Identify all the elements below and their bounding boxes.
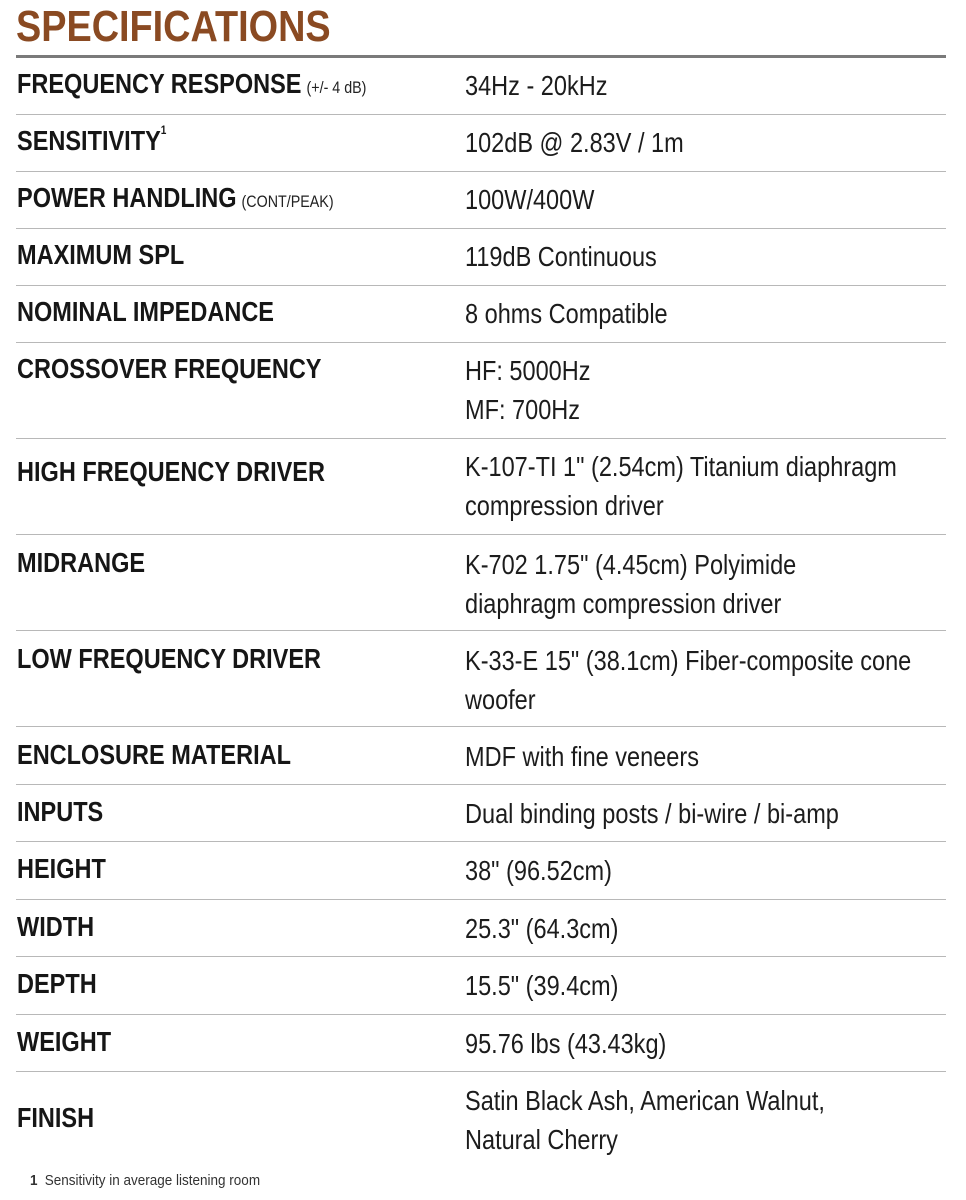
spec-value: Dual binding posts / bi-wire / bi-amp bbox=[465, 798, 839, 829]
spec-label-note: (+/- 4 dB) bbox=[306, 78, 367, 97]
spec-label: FINISH bbox=[17, 1102, 95, 1133]
spec-label: INPUTS bbox=[17, 796, 104, 827]
spec-row-weight bbox=[16, 1015, 946, 1072]
footnote-number: 1 bbox=[30, 1172, 38, 1189]
spec-label: NOMINAL IMPEDANCE bbox=[17, 296, 274, 327]
spec-value: 95.76 lbs (43.43kg) bbox=[465, 1028, 667, 1059]
footnote-marker: 1 bbox=[160, 123, 167, 137]
spec-row-midrange bbox=[16, 535, 946, 631]
spec-value: 100W/400W bbox=[465, 184, 595, 215]
spec-label-text: POWER HANDLING bbox=[17, 182, 237, 213]
spec-label: HEIGHT bbox=[17, 853, 106, 884]
spec-value bbox=[465, 351, 935, 429]
spec-value: 15.5" (39.4cm) bbox=[465, 970, 619, 1001]
spec-row-finish bbox=[16, 1072, 946, 1162]
spec-value bbox=[465, 447, 935, 525]
spec-value-line: woofer bbox=[465, 684, 536, 715]
spec-value: 8 ohms Compatible bbox=[465, 298, 668, 329]
spec-row-inputs bbox=[16, 785, 946, 842]
spec-row-crossover-frequency bbox=[16, 343, 946, 439]
spec-row-power-handling bbox=[16, 172, 946, 229]
spec-value bbox=[465, 1081, 935, 1159]
spec-value-line: HF: 5000Hz bbox=[465, 355, 591, 386]
spec-table bbox=[16, 58, 946, 1162]
spec-value: MDF with fine veneers bbox=[465, 741, 699, 772]
spec-row-width bbox=[16, 900, 946, 957]
spec-label: WIDTH bbox=[17, 911, 95, 942]
spec-row-high-frequency-driver bbox=[16, 439, 946, 535]
spec-value-line: K-107-TI 1" (2.54cm) Titanium diaphragm bbox=[465, 451, 897, 482]
spec-value-line: diaphragm compression driver bbox=[465, 588, 782, 619]
spec-label: DEPTH bbox=[17, 968, 97, 999]
spec-label-text: SENSITIVITY bbox=[17, 125, 161, 156]
spec-row-nominal-impedance bbox=[16, 286, 946, 343]
spec-row-frequency-response bbox=[16, 58, 946, 115]
spec-label bbox=[17, 125, 166, 157]
spec-row-height bbox=[16, 842, 946, 900]
spec-label: WEIGHT bbox=[17, 1026, 112, 1057]
spec-label bbox=[17, 182, 334, 214]
spec-value-line: Natural Cherry bbox=[465, 1124, 618, 1155]
spec-value: 25.3" (64.3cm) bbox=[465, 913, 619, 944]
spec-row-depth bbox=[16, 957, 946, 1015]
spec-label: HIGH FREQUENCY DRIVER bbox=[17, 456, 325, 487]
spec-label: MIDRANGE bbox=[17, 547, 146, 578]
footnote bbox=[30, 1172, 260, 1189]
spec-value: 34Hz - 20kHz bbox=[465, 70, 608, 101]
spec-row-sensitivity bbox=[16, 115, 946, 172]
spec-value-line: K-33-E 15" (38.1cm) Fiber-composite cone bbox=[465, 645, 912, 676]
spec-label: CROSSOVER FREQUENCY bbox=[17, 353, 322, 384]
spec-row-enclosure-material bbox=[16, 727, 946, 785]
spec-value-line: MF: 700Hz bbox=[465, 394, 581, 425]
spec-value-line: compression driver bbox=[465, 490, 664, 521]
spec-label-text: FREQUENCY RESPONSE bbox=[17, 68, 302, 99]
spec-value: 102dB @ 2.83V / 1m bbox=[465, 127, 684, 158]
spec-label: MAXIMUM SPL bbox=[17, 239, 185, 270]
spec-row-maximum-spl bbox=[16, 229, 946, 286]
spec-value: 119dB Continuous bbox=[465, 241, 657, 272]
footnote-text: Sensitivity in average listening room bbox=[44, 1172, 261, 1189]
spec-label: LOW FREQUENCY DRIVER bbox=[17, 643, 322, 674]
spec-value: 38" (96.52cm) bbox=[465, 855, 612, 886]
spec-label-note: (CONT/PEAK) bbox=[241, 192, 334, 211]
spec-value-line: K-702 1.75" (4.45cm) Polyimide bbox=[465, 549, 797, 580]
page-title: SPECIFICATIONS bbox=[16, 2, 331, 51]
spec-value-line: Satin Black Ash, American Walnut, bbox=[465, 1085, 825, 1116]
spec-label: ENCLOSURE MATERIAL bbox=[17, 739, 291, 770]
spec-label bbox=[17, 68, 366, 100]
spec-value bbox=[465, 545, 935, 623]
spec-row-low-frequency-driver bbox=[16, 631, 946, 727]
spec-value bbox=[465, 641, 935, 719]
